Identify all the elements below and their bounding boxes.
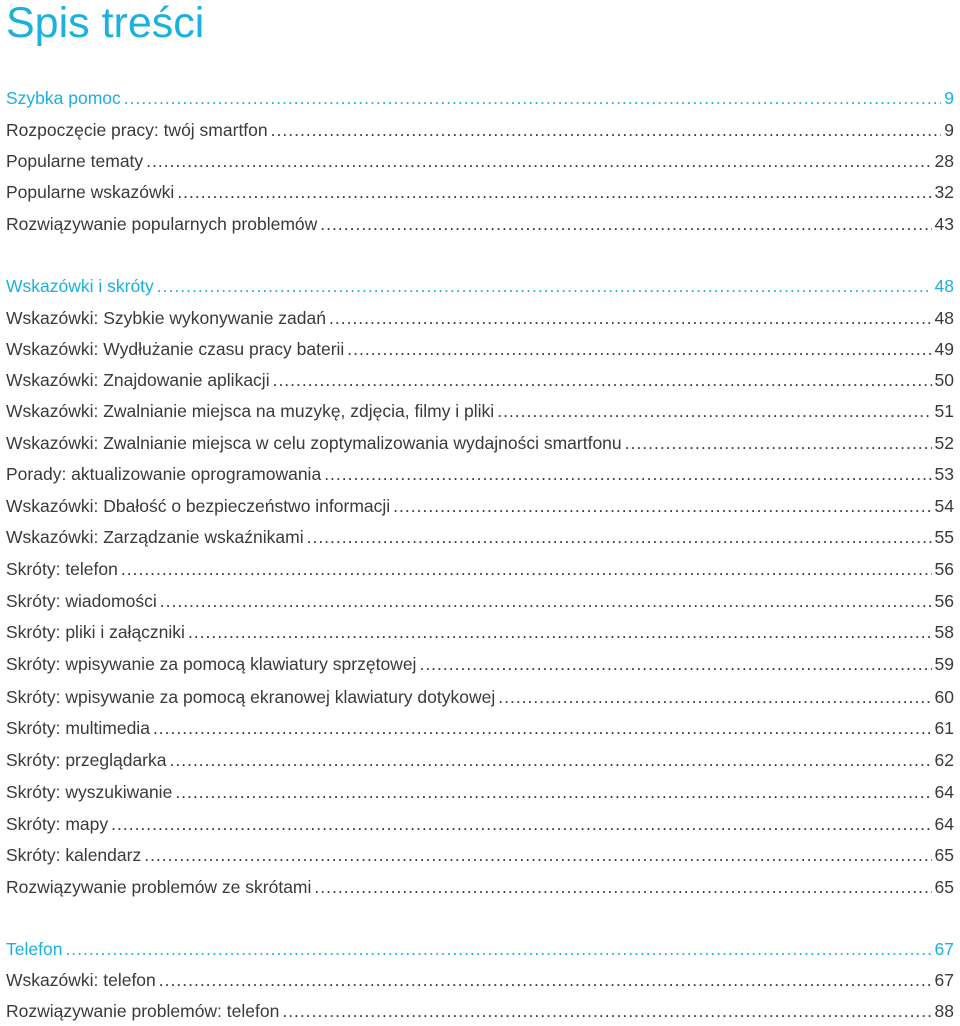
toc-entry-label: Wskazówki: Zarządzanie wskaźnikami bbox=[6, 527, 304, 547]
toc-entry-page-number: 61 bbox=[934, 718, 954, 738]
toc-entry-page-number: 65 bbox=[934, 845, 954, 865]
toc-entry-page-number: 64 bbox=[934, 782, 954, 802]
dot-leader bbox=[111, 810, 931, 838]
toc-entry-page-number: 53 bbox=[934, 464, 954, 484]
toc-entry-page-number: 28 bbox=[934, 151, 954, 171]
toc-entry-label: Wskazówki: Dbałość o bezpieczeństwo informacji bbox=[6, 496, 391, 516]
toc-entry-page-number: 55 bbox=[934, 527, 954, 547]
toc-entry-label: Telefon bbox=[6, 939, 63, 959]
toc-entry-page-number: 48 bbox=[934, 308, 954, 328]
toc-entry[interactable] bbox=[6, 397, 954, 425]
toc-entry[interactable] bbox=[6, 683, 954, 711]
dot-leader bbox=[419, 650, 931, 678]
toc-entry[interactable] bbox=[6, 147, 954, 175]
toc-entry[interactable] bbox=[6, 873, 954, 901]
toc-entry[interactable] bbox=[6, 650, 954, 678]
dot-leader bbox=[273, 366, 932, 394]
toc-entry-label: Skróty: wpisywanie za pomocą ekranowej klawiatury dotykowej bbox=[6, 687, 496, 707]
toc-entry-page-number: 67 bbox=[934, 939, 954, 959]
toc-entry[interactable] bbox=[6, 714, 954, 742]
toc-entry-page-number: 32 bbox=[934, 182, 954, 202]
toc-entry-page-number: 59 bbox=[934, 654, 954, 674]
toc-entry-label: Skróty: przeglądarka bbox=[6, 750, 167, 770]
toc-entry[interactable] bbox=[6, 116, 954, 144]
toc-entry-page-number: 50 bbox=[934, 370, 954, 390]
toc-entry-page-number: 56 bbox=[934, 559, 954, 579]
toc-section-entry[interactable] bbox=[6, 272, 954, 300]
toc-entry-label: Skróty: mapy bbox=[6, 814, 109, 834]
toc-entry[interactable] bbox=[6, 304, 954, 332]
toc-entry[interactable] bbox=[6, 335, 954, 363]
toc-entry-page-number: 62 bbox=[934, 750, 954, 770]
dot-leader bbox=[271, 116, 942, 144]
toc-entry-label: Skróty: kalendarz bbox=[6, 845, 142, 865]
toc-entry-label: Rozpoczęcie pracy: twój smartfon bbox=[6, 120, 268, 140]
dot-leader bbox=[121, 555, 932, 583]
dot-leader bbox=[124, 84, 941, 112]
dot-leader bbox=[329, 304, 932, 332]
toc-entry-label: Skróty: wyszukiwanie bbox=[6, 782, 173, 802]
toc-entry-page-number: 67 bbox=[934, 970, 954, 990]
toc-entry[interactable] bbox=[6, 778, 954, 806]
toc-entry-page-number: 60 bbox=[934, 687, 954, 707]
dot-leader bbox=[497, 397, 931, 425]
toc-entry[interactable] bbox=[6, 210, 954, 238]
toc-entry-label: Rozwiązywanie problemów ze skrótami bbox=[6, 877, 312, 897]
toc-entry-label: Popularne tematy bbox=[6, 151, 144, 171]
toc-entry-page-number: 58 bbox=[934, 622, 954, 642]
toc-entry-label: Wskazówki: Znajdowanie aplikacji bbox=[6, 370, 270, 390]
toc-entry-label: Wskazówki i skróty bbox=[6, 276, 154, 296]
toc-entry-label: Wskazówki: Zwalnianie miejsca na muzykę, zdjęcia, filmy i pliki bbox=[6, 401, 495, 421]
dot-leader bbox=[160, 587, 932, 615]
dot-leader bbox=[159, 966, 932, 994]
toc-entry-label: Wskazówki: Wydłużanie czasu pracy baterii bbox=[6, 339, 345, 359]
toc-entry[interactable] bbox=[6, 746, 954, 774]
toc-section-entry[interactable] bbox=[6, 84, 954, 112]
toc-entry-label: Skróty: multimedia bbox=[6, 718, 150, 738]
toc-entry-label: Skróty: wpisywanie za pomocą klawiatury sprzętowej bbox=[6, 654, 417, 674]
toc-entry-page-number: 43 bbox=[934, 214, 954, 234]
toc-entry[interactable] bbox=[6, 587, 954, 615]
toc-entry[interactable] bbox=[6, 460, 954, 488]
toc-entry-page-number: 88 bbox=[934, 1001, 954, 1021]
toc-entry-label: Rozwiązywanie popularnych problemów bbox=[6, 214, 318, 234]
dot-leader bbox=[188, 618, 932, 646]
dot-leader bbox=[625, 429, 932, 457]
dot-leader bbox=[498, 683, 931, 711]
toc-entry-label: Skróty: telefon bbox=[6, 559, 118, 579]
toc-entry-page-number: 9 bbox=[944, 88, 954, 108]
toc-entry-page-number: 65 bbox=[934, 877, 954, 897]
toc-entry[interactable] bbox=[6, 366, 954, 394]
toc-entry-page-number: 54 bbox=[934, 496, 954, 516]
dot-leader bbox=[324, 460, 931, 488]
dot-leader bbox=[175, 778, 931, 806]
dot-leader bbox=[347, 335, 931, 363]
page-title: Spis treści bbox=[6, 0, 205, 47]
toc-entry[interactable] bbox=[6, 618, 954, 646]
toc-entry-page-number: 9 bbox=[944, 120, 954, 140]
dot-leader bbox=[146, 147, 931, 175]
toc-entry-page-number: 56 bbox=[934, 591, 954, 611]
toc-entry-page-number: 51 bbox=[934, 401, 954, 421]
toc-entry[interactable] bbox=[6, 178, 954, 206]
toc-entry[interactable] bbox=[6, 966, 954, 994]
toc-entry-label: Skróty: wiadomości bbox=[6, 591, 157, 611]
toc-entry-page-number: 52 bbox=[934, 433, 954, 453]
toc-entry[interactable] bbox=[6, 429, 954, 457]
toc-entry[interactable] bbox=[6, 810, 954, 838]
dot-leader bbox=[282, 997, 931, 1025]
toc-section-entry[interactable] bbox=[6, 935, 954, 963]
dot-leader bbox=[307, 523, 932, 551]
toc-entry[interactable] bbox=[6, 997, 954, 1025]
dot-leader bbox=[314, 873, 931, 901]
toc-entry-page-number: 49 bbox=[934, 339, 954, 359]
dot-leader bbox=[170, 746, 932, 774]
dot-leader bbox=[144, 841, 931, 869]
dot-leader bbox=[153, 714, 932, 742]
toc-entry-label: Szybka pomoc bbox=[6, 88, 121, 108]
dot-leader bbox=[65, 935, 931, 963]
toc-entry-label: Wskazówki: Zwalnianie miejsca w celu zoptymalizowania wydajności smartfonu bbox=[6, 433, 622, 453]
toc-entry-page-number: 64 bbox=[934, 814, 954, 834]
toc-entry-label: Wskazówki: Szybkie wykonywanie zadań bbox=[6, 308, 326, 328]
toc-entry-page-number: 48 bbox=[934, 276, 954, 296]
toc-entry-label: Porady: aktualizowanie oprogramowania bbox=[6, 464, 322, 484]
dot-leader bbox=[177, 178, 931, 206]
toc-entry-label: Popularne wskazówki bbox=[6, 182, 175, 202]
dot-leader bbox=[393, 492, 931, 520]
toc-entry-label: Skróty: pliki i załączniki bbox=[6, 622, 185, 642]
toc-entry-label: Wskazówki: telefon bbox=[6, 970, 156, 990]
dot-leader bbox=[157, 272, 932, 300]
dot-leader bbox=[320, 210, 931, 238]
toc-entry[interactable] bbox=[6, 523, 954, 551]
toc-entry[interactable] bbox=[6, 555, 954, 583]
toc-entry-label: Rozwiązywanie problemów: telefon bbox=[6, 1001, 280, 1021]
toc-entry[interactable] bbox=[6, 492, 954, 520]
toc-entry[interactable] bbox=[6, 841, 954, 869]
